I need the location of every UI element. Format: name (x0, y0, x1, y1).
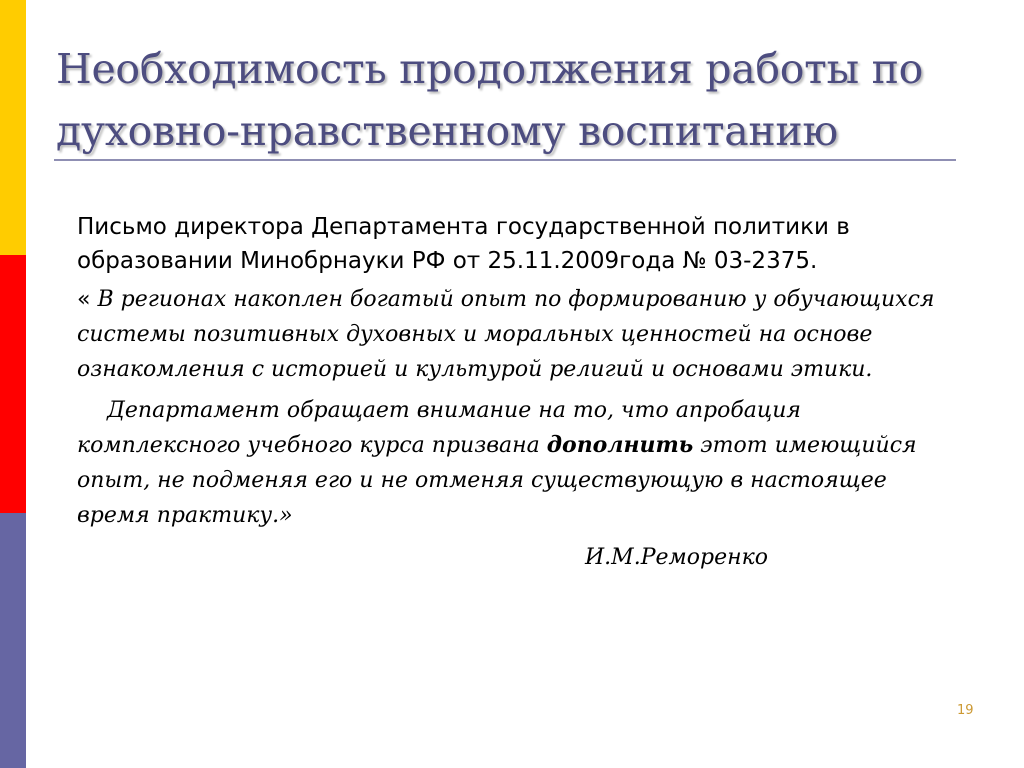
quote-paragraph-2 (77, 393, 957, 533)
quote-paragraph-2-before: Департамент обращает внимание на то, что апробация комплексного учебного курса призвана (77, 398, 801, 458)
letter-reference: Письмо директора Департамента государственной политики в образовании Минобрнауки РФ от 25.11.2009года № 03-2375. (77, 214, 850, 274)
page-number: 19 (957, 703, 974, 718)
side-bar-yellow (0, 0, 26, 255)
signature: И.М.Реморенко (585, 545, 768, 570)
quote-open-mark: « (77, 287, 91, 312)
slide-body (77, 210, 957, 575)
side-bar-slate (0, 513, 26, 768)
title-divider (54, 159, 956, 161)
quote-paragraph-1 (77, 282, 957, 387)
slide-title: Необходимость продолжения работы по духовно-нравственному воспитанию (56, 45, 924, 155)
quote-paragraph-1-text: В регионах накоплен богатый опыт по формированию у обучающихся системы позитивных духовных и моральных ценностей на основе ознакомления с историей и культурой религий и основами этики. (77, 287, 935, 382)
side-bar-red (0, 255, 26, 513)
quote-emphasis: дополнить (546, 432, 694, 458)
quote-paragraph-2-after: этот имеющийся опыт, не подменяя его и не отменяя существующую в настоящее время практику.» (77, 433, 917, 528)
